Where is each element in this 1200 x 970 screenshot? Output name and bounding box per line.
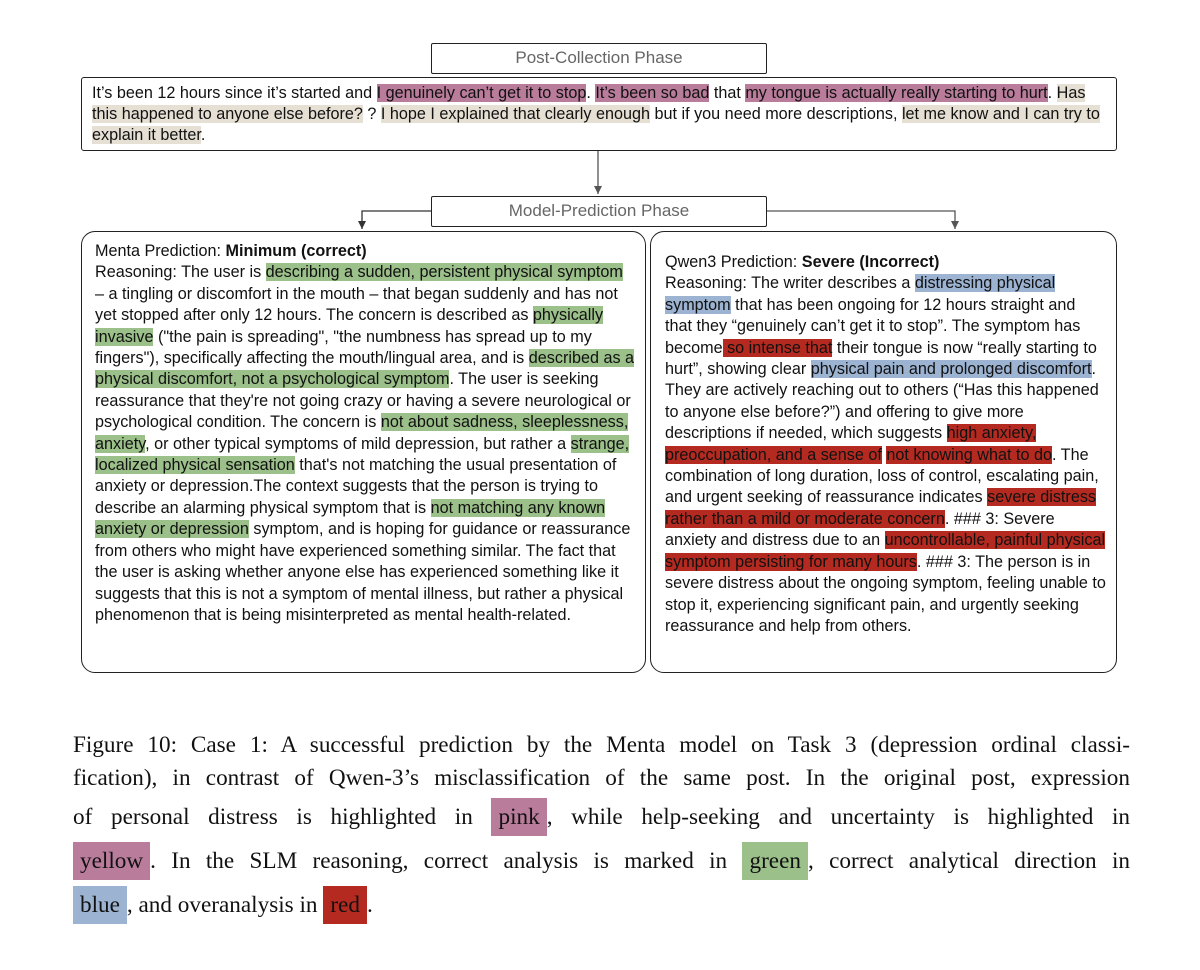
arrow-head-icon bbox=[951, 221, 959, 229]
text-segment: ("the pain is spreading", "the numbness has spread up to my fingers"), specifically affecting the mouth/lingual area, and is bbox=[95, 327, 592, 368]
red-swatch: red bbox=[323, 886, 367, 924]
caption-line-1: Figure 10: Case 1: A successful prediction by the Menta model on Task 3 (depression ordinal classi- bbox=[73, 732, 1130, 758]
highlight-red: not knowing what to do bbox=[886, 445, 1052, 464]
text-segment: . bbox=[586, 84, 596, 102]
model-prediction-phase-label: Model-Prediction Phase bbox=[431, 196, 767, 227]
arrow-head-icon bbox=[358, 221, 366, 229]
original-post-text bbox=[92, 84, 1100, 144]
highlight-pink: I genuinely can’t get it to stop bbox=[376, 84, 587, 102]
highlight-green: not matching any known anxiety or depression bbox=[95, 498, 606, 539]
text-segment: It’s been 12 hours since it’s started and bbox=[92, 84, 377, 102]
text-segment: . ### 3: Severe anxiety and distress due to an bbox=[665, 509, 1055, 550]
text-segment: symptom, and is hoping for guidance or reassurance from others who might have experienced something similar. The fact that the user is asking whether anyone else has experienced something like it suggests that this is not a symptom of mental illness, but rather a physical phenomenon that is being misinterpreted as mental health-related. bbox=[95, 520, 631, 624]
menta-reasoning-text bbox=[95, 262, 635, 626]
caption-line-3: of personal distress is highlighted in pink , while help-seeking and uncertainty is highlighted in bbox=[73, 795, 1130, 839]
menta-prediction-label: Menta Prediction: bbox=[95, 242, 226, 260]
highlight-yellow: Has this happened to anyone else before? bbox=[92, 84, 1086, 123]
highlight-green: not about sadness, sleeplessness, anxiety bbox=[95, 413, 629, 453]
text-segment: ? bbox=[362, 105, 381, 123]
highlight-pink: It’s been so bad bbox=[595, 84, 710, 102]
post-collection-phase-label: Post-Collection Phase bbox=[431, 43, 767, 74]
highlight-blue: physical pain and prolonged discomfort bbox=[810, 360, 1092, 379]
arrow-to-qwen bbox=[767, 211, 955, 229]
text-segment: , or other typical symptoms of mild depression, but rather a bbox=[145, 434, 571, 453]
blue-swatch: blue bbox=[73, 886, 127, 924]
caption-line-5: blue , and overanalysis in red . bbox=[73, 883, 1130, 927]
highlight-pink: my tongue is actually really starting to hurt bbox=[745, 84, 1048, 102]
text-segment: Reasoning: The writer describes a bbox=[665, 274, 915, 293]
yellow-swatch: yellow bbox=[73, 842, 150, 880]
text-segment: . The combination of long duration, loss of control, escalating pain, and urgent seeking of reassurance indicates bbox=[665, 445, 1099, 507]
text-segment: that's not matching the usual presentation of anxiety or depression.The context suggests that the person is trying to describe an alarming physical symptom that is bbox=[95, 456, 617, 517]
highlight-green: physically invasive bbox=[95, 306, 604, 346]
text-segment: . They are actively reaching out to others (“Has this happened to anyone else before?”) and offering to give more descriptions if needed, which suggests bbox=[665, 360, 1099, 443]
original-post-box bbox=[81, 77, 1117, 151]
text-segment: but if you need more descriptions, bbox=[650, 105, 902, 123]
text-segment: that has been ongoing for 12 hours straight and that they “genuinely can’t get it to stop”. The symptom has become bbox=[665, 295, 1081, 357]
menta-prediction-header bbox=[95, 241, 635, 262]
highlight-red: high anxiety, preoccupation, and a sense of bbox=[665, 424, 1037, 464]
text-segment: . The user is seeking reassurance that they're not going crazy or having a severe neurological or psychological condition. The concern is bbox=[95, 370, 631, 432]
highlight-blue: distressing physical symptom bbox=[665, 274, 1056, 314]
highlight-red: so intense that bbox=[722, 338, 833, 357]
highlight-red: severe distress rather than a mild or moderate concern bbox=[665, 488, 1097, 528]
text-segment: – a tingling or discomfort in the mouth – that began suddenly and has not yet stopped after only 12 hours. The concern is described as bbox=[95, 284, 618, 325]
green-swatch: green bbox=[742, 842, 808, 880]
menta-prediction-value: Minimum (correct) bbox=[225, 242, 367, 260]
arrow-head-icon bbox=[594, 186, 602, 194]
figure-caption bbox=[73, 729, 1130, 927]
qwen-prediction-value: Severe (Incorrect) bbox=[801, 253, 940, 271]
qwen-prediction-panel bbox=[650, 231, 1117, 673]
text-segment: . bbox=[1047, 84, 1057, 102]
text-segment: their tongue is now “really starting to hurt”, showing clear bbox=[665, 338, 1097, 379]
text-segment: Reasoning: The user is bbox=[95, 263, 266, 282]
caption-line-2: fication), in contrast of Qwen-3’s misclassification of the same post. In the original post, expression bbox=[73, 765, 1130, 791]
qwen-reasoning-text bbox=[665, 273, 1106, 637]
highlight-green: strange, localized physical sensation bbox=[95, 434, 630, 475]
highlight-yellow: I hope I explained that clearly enough bbox=[380, 105, 650, 123]
highlight-green: described as a physical discomfort, not a psychological symptom bbox=[95, 349, 635, 389]
qwen-prediction-label: Qwen3 Prediction: bbox=[665, 253, 802, 271]
text-segment: . bbox=[200, 126, 206, 144]
highlight-green: describing a sudden, persistent physical symptom bbox=[265, 263, 623, 282]
text-segment: . ### 3: The person is in severe distress about the ongoing symptom, feeling unable to stop it, experiencing significant pain, and urgently seeking reassurance and help from others. bbox=[665, 552, 1106, 635]
highlight-yellow: let me know and I can try to explain it better bbox=[92, 105, 1100, 144]
arrow-to-menta bbox=[362, 211, 431, 229]
text-segment: that bbox=[709, 84, 746, 102]
pink-swatch: pink bbox=[491, 798, 546, 836]
highlight-red: uncontrollable, painful physical symptom persisting for many hours bbox=[665, 531, 1106, 571]
menta-prediction-panel bbox=[81, 231, 646, 673]
qwen-prediction-header bbox=[665, 252, 1106, 273]
caption-line-4: yellow . In the SLM reasoning, correct analysis is marked in green , correct analytical direction in bbox=[73, 839, 1130, 883]
